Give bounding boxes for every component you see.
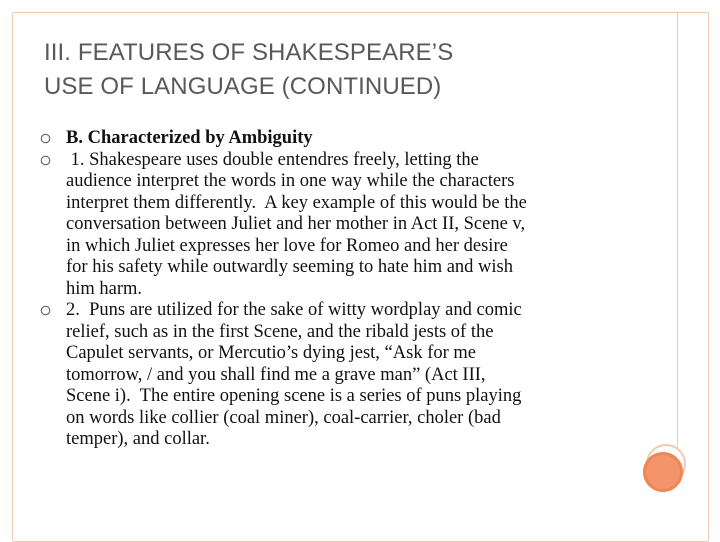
circle-bullet-icon [40, 305, 51, 316]
bullet-text-line: 1. Shakespeare uses double entendres freely, letting the [66, 149, 479, 170]
bullet-text-line: 2. Puns are utilized for the sake of witty wordplay and comic [66, 300, 522, 320]
bullet-text-line: Scene i). The entire opening scene is a series of puns playing [66, 386, 522, 406]
title-line-2: USE OF LANGUAGE (CONTINUED) [44, 73, 442, 100]
bullet-text-line: temper), and collar. [66, 429, 210, 449]
bullet-list [40, 128, 640, 451]
bullet-text-line: conversation between Juliet and her mother in Act II, Scene v, [66, 214, 526, 234]
side-rule [677, 13, 678, 458]
circle-bullet-icon [40, 133, 51, 144]
bullet-text-line: in which Juliet expresses her love for Romeo and her desire [66, 235, 508, 256]
circle-bullet-icon [40, 155, 51, 166]
bullet-text-line: relief, such as in the first Scene, and the ribald jests of the [66, 321, 494, 342]
bullet-text-line: interpret them differently. A key example of this would be the [66, 192, 527, 213]
bullet-item-puns [40, 300, 640, 451]
slide-title [44, 36, 644, 104]
bullet-text-line: Capulet servants, or Mercutio’s dying jest, “Ask for me [66, 343, 476, 363]
bullet-text-line: him harm. [66, 278, 143, 299]
bullet-text-line: audience interpret the words in one way while the characters [66, 171, 515, 191]
bullet-text-line: tomorrow, / and you shall find me a grave man” (Act III, [66, 364, 486, 385]
bullet-item-heading [40, 128, 640, 150]
decor-circle-filled [643, 452, 683, 492]
bullet-item-double-entendres [40, 150, 640, 301]
title-line-1: III. FEATURES OF SHAKESPEARE’S [44, 39, 454, 66]
bullet-text-line: on words like collier (coal miner), coal-carrier, choler (bad [66, 407, 501, 428]
bullet-text-line: for his safety while outwardly seeming to hate him and wish [66, 257, 513, 277]
bullet-text-line: B. Characterized by Ambiguity [66, 128, 313, 148]
